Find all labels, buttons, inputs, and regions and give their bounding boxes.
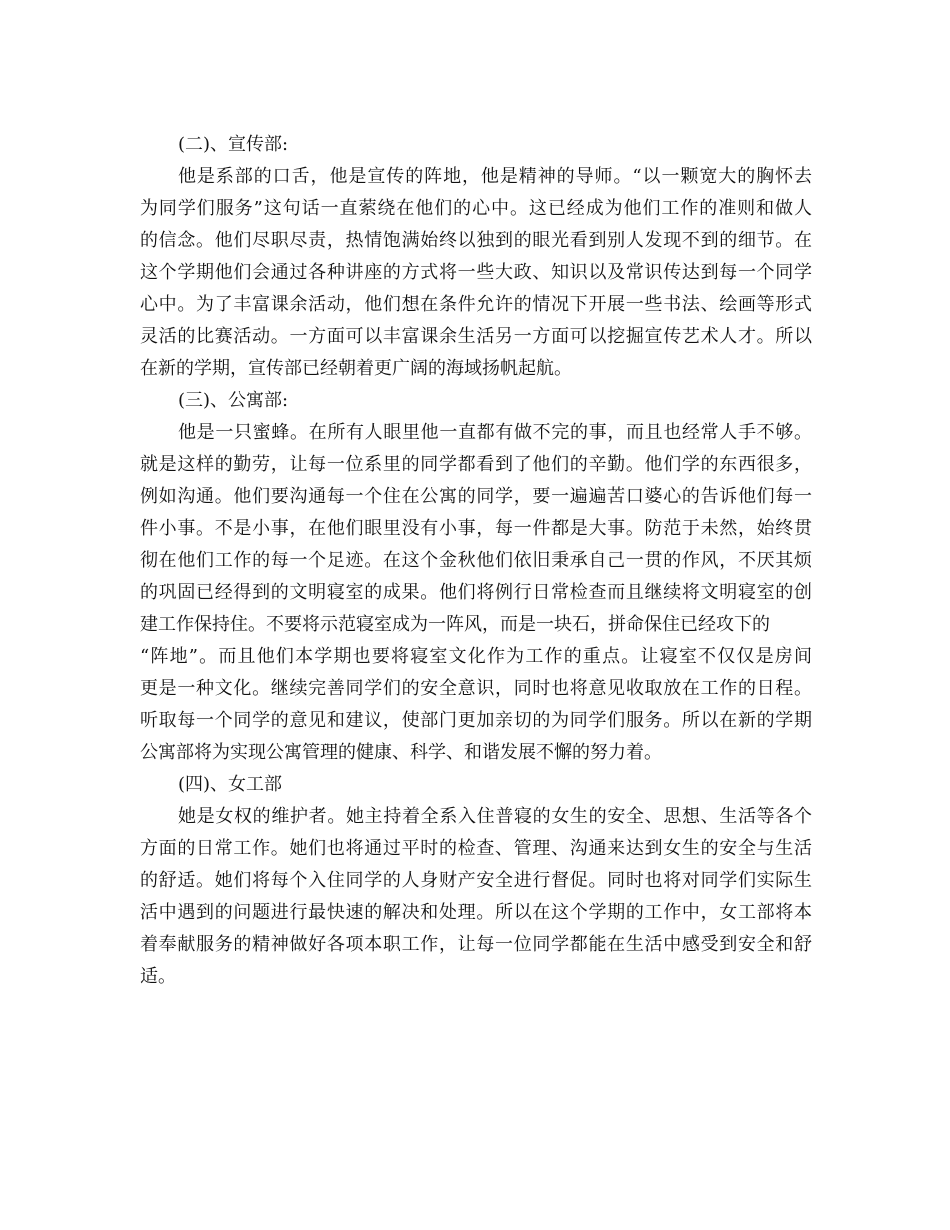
text-line: 方面的日常工作。她们也将通过平时的检查、管理、沟通来达到女生的安全与生活 — [140, 838, 812, 859]
text-line: 他是一只蜜蜂。在所有人眼里他一直都有做不完的事，而且也经常人手不够。 — [178, 422, 812, 443]
section-heading-dormitory: (三)、公寓部: — [178, 390, 289, 411]
text-line: 例如沟通。他们要沟通每一个住在公寓的同学，要一遍遍苦口婆心的告诉他们每一 — [140, 486, 812, 507]
text-line: 适。 — [140, 966, 176, 987]
text-line: 建工作保持住。不要将示范寝室成为一阵风，而是一块石，拼命保住已经攻下的 — [140, 614, 770, 635]
text-line: 灵活的比赛活动。一方面可以丰富课余生活另一方面可以挖掘宣传艺术人才。所以 — [140, 326, 812, 347]
text-line: 他是系部的口舌，他是宣传的阵地，他是精神的导师。“以一颗宽大的胸怀去 — [178, 166, 812, 187]
text-line: 的舒适。她们将每个入住同学的人身财产安全进行督促。同时也将对同学们实际生 — [140, 870, 812, 891]
text-line: 的巩固已经得到的文明寝室的成果。他们将例行日常检查而且继续将文明寝室的创 — [140, 582, 812, 603]
text-line: 更是一种文化。继续完善同学们的安全意识，同时也将意见收取放在工作的日程。 — [140, 678, 812, 699]
text-line: 彻在他们工作的每一个足迹。在这个金秋他们依旧秉承自己一贯的作风，不厌其烦 — [140, 550, 812, 571]
section-body-publicity — [140, 161, 812, 385]
section-heading-women-affairs: (四)、女工部 — [178, 774, 283, 795]
text-line: 在新的学期，宣传部已经朝着更广阔的海域扬帆起航。 — [140, 358, 572, 379]
text-line: “阵地”。而且他们本学期也要将寝室文化作为工作的重点。让寝室不仅仅是房间 — [140, 646, 812, 667]
text-line: 活中遇到的问题进行最快速的解决和处理。所以在这个学期的工作中，女工部将本 — [140, 902, 812, 923]
text-line: 的信念。他们尽职尽责，热情饱满始终以独到的眼光看到别人发现不到的细节。在 — [140, 230, 812, 251]
section-body-dormitory — [140, 417, 812, 769]
text-line: 公寓部将为实现公寓管理的健康、科学、和谐发展不懈的努力着。 — [140, 742, 662, 763]
document-body — [140, 129, 812, 993]
text-line: 就是这样的勤劳，让每一位系里的同学都看到了他们的辛勤。他们学的东西很多， — [140, 454, 812, 475]
text-line: 听取每一个同学的意见和建议，使部门更加亲切的为同学们服务。所以在新的学期 — [140, 710, 812, 731]
section-body-women-affairs — [140, 801, 812, 993]
text-line: 件小事。不是小事，在他们眼里没有小事，每一件都是大事。防范于未然，始终贯 — [140, 518, 812, 539]
text-line: 着奉献服务的精神做好各项本职工作，让每一位同学都能在生活中感受到安全和舒 — [140, 934, 812, 955]
text-line: 心中。为了丰富课余活动，他们想在条件允许的情况下开展一些书法、绘画等形式 — [140, 294, 812, 315]
section-heading-publicity: (二)、宣传部: — [178, 134, 289, 155]
text-line: 为同学们服务”这句话一直萦绕在他们的心中。这已经成为他们工作的准则和做人 — [140, 198, 812, 219]
text-line: 她是女权的维护者。她主持着全系入住普寝的女生的安全、思想、生活等各个 — [178, 806, 812, 827]
text-line: 这个学期他们会通过各种讲座的方式将一些大政、知识以及常识传达到每一个同学 — [140, 262, 812, 283]
